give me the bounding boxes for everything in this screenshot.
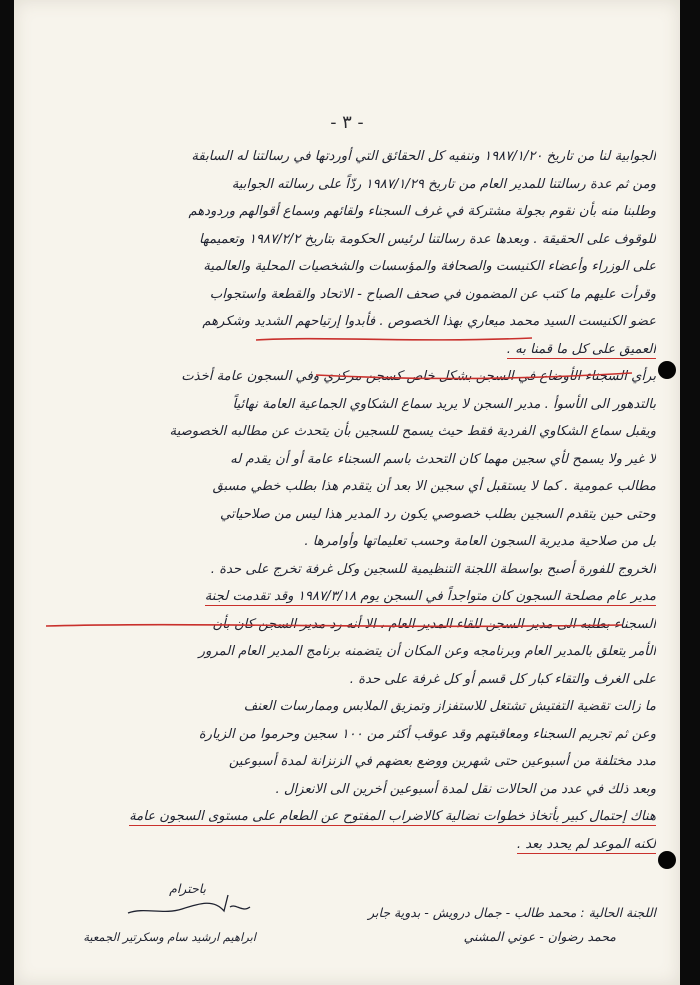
committee-line: اللجنة الحالية : محمد طالب - جمال درويش - بدوية جابر — [368, 905, 656, 920]
body-line-17 — [50, 583, 656, 611]
binder-hole-bottom — [658, 851, 676, 869]
binder-hole-top — [658, 361, 676, 379]
body-line-3: وطلبنا منه بأن نقوم بجولة مشتركة في غرف السجناء ولقائهم وسماع أقوالهم وردودهم — [188, 204, 656, 219]
body-line-4: للوقوف على الحقيقة . وبعدها عدة رسالتنا لرئيس الحكومة بتاريخ ١٩٨٧/٢/٢ وتعميمها — [198, 231, 656, 247]
committee-row-2 — [50, 925, 656, 949]
body-line-8-text: العميق على كل ما قمنا به . — [506, 341, 656, 357]
body-line-25-text: هناك إحتمال كبير بأتخاذ خطوات نضالية كالاضراب المفتوح عن الطعام على مستوى السجون عامة — [129, 809, 656, 824]
body-line-10: بالتدهور الى الأسوأ . مدير السجن لا يريد سماع الشكاوي الجماعية العامة نهائياً — [232, 396, 656, 412]
body-line-26 — [50, 831, 656, 859]
body-line-7-text: عضو الكنيست السيد محمد ميعاري بهذا الخصوص . فأبدوا إرتياحهم الشديد وشكرهم — [202, 314, 656, 329]
document-page — [14, 0, 680, 985]
body-line-11: ويقبل سماع الشكاوي الفردية فقط حيث يسمح للسجين بأن يتحدث عن مطالبه الخصوصية — [169, 424, 656, 439]
red-bracket-mark — [314, 345, 634, 385]
body-line-16: الخروج للفورة أصبح بواسطة اللجنة التنظيمية للسجين وكل غرفة تخرج على حدة . — [210, 561, 656, 577]
body-line-5: على الوزراء وأعضاء الكنيست والصحافة والمؤسسات والشخصيات المحلية والعالمية — [203, 259, 656, 274]
salutation: باحترام — [169, 881, 206, 896]
body-line-23: مدد مختلفة من أسبوعين حتى شهرين ووضع بعضهم في الزنزانة لمدة أسبوعين — [228, 754, 656, 769]
body-line-14: وحتى حين يتقدم السجين بطلب خصوصي يكون رد المدير هذا ليس من صلاحياتي — [220, 506, 656, 522]
body-line-18: السجناء بطلبه الى مدير السجن للقاء المدير العام ، الا أنه رد مدير السجن كان بأن — [212, 616, 656, 632]
body-line-7 — [50, 308, 656, 336]
signer-title: ابراهيم ارشيد سام وسكرتير الجمعية — [83, 930, 256, 944]
body-line-13: مطالب عمومية . كما لا يستقبل أي سجين الا بعد أن يتقدم هذا بطلب خطي مسبق — [212, 479, 656, 494]
body-line-26-text: لكنه الموعد لم يحدد بعد . — [516, 836, 656, 852]
body-line-6: وقرأت عليهم ما كتب عن المضمون في صحف الصباح - الاتحاد والقطعة واستجواب — [209, 286, 656, 302]
body-line-17-text: مدير عام مصلحة السجون كان متواجداً في السجن يوم ١٩٨٧/٣/١٨ وقد تقدمت لجنة — [204, 589, 656, 604]
body-line-21: ما زالت تقضية التفتيش تشتغل للاستفزاز وتمزيق الملابس وممارسات العنف — [243, 699, 656, 714]
body-line-12: لا غير ولا يسمح لأي سجين مهما كان التحدث باسم السجناء عامة أو أن يقدم له — [230, 451, 656, 467]
body-line-1: الجوابية لنا من تاريخ ١٩٨٧/١/٢٠ وننفيه كل الحقائق التي أوردتها في رسالتنا له السابقة — [191, 149, 656, 164]
body-line-20: على الغرف والتقاء كبار كل قسم أو كل غرفة على حدة . — [349, 671, 656, 687]
body-line-24: وبعد ذلك في عدد من الحالات نقل لمدة أسبوعين أخرين الى الانعزال . — [275, 781, 656, 797]
body-line-22: وعن ثم تجريم السجناء ومعاقبتهم وقد عوقب أكثر من ١٠٠ سجين وحرموا من الزيارة — [198, 726, 656, 742]
letter-body — [50, 143, 656, 858]
body-line-2: ومن ثم عدة رسالتنا للمدير العام من تاريخ ١٩٨٧/١/٢٩ ردّاً على رسالته الجوابية — [231, 176, 656, 192]
body-line-25 — [50, 803, 656, 831]
body-line-15: بل من صلاحية مديرية السجون العامة وحسب تعليماتها وأوامرها . — [304, 534, 656, 549]
red-underline-mark — [254, 333, 534, 345]
committee-line-2: محمد رضوان - عوني المشني — [463, 929, 616, 944]
body-line-9: برأي السجناء الأوضاع في السجن بشكل خاص كسجن مركزي وفي السجون عامة أخذت — [181, 369, 656, 384]
body-line-19: الأمر يتعلق بالمدير العام وبرنامجه وعن المكان أن يتضمنه برنامج المدير العام المرور — [198, 644, 656, 659]
page-number: - ٣ - — [330, 112, 364, 133]
handwritten-signature — [124, 893, 254, 923]
red-underline-mark-2 — [44, 620, 624, 632]
